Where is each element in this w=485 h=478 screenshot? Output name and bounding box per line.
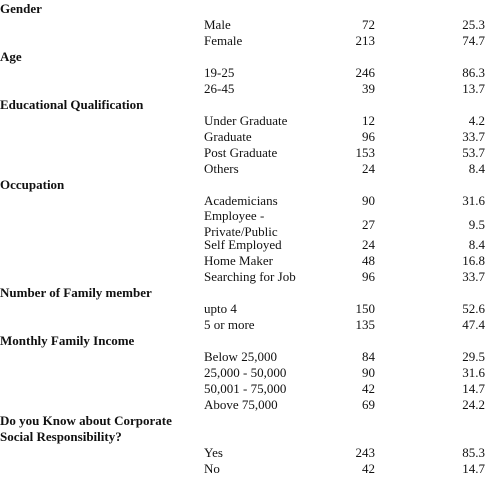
row-percent: 86.3 <box>462 65 485 80</box>
row-percent: 52.6 <box>462 301 485 316</box>
row-count: 84 <box>362 349 375 364</box>
row-label: Self Employed <box>204 237 282 252</box>
row-count: 12 <box>362 113 375 128</box>
row-label: 25,000 - 50,000 <box>204 365 287 380</box>
row-count: 42 <box>362 381 375 396</box>
table-row <box>0 32 485 50</box>
row-label: No <box>204 461 220 476</box>
row-label: Male <box>204 17 231 32</box>
row-label: 50,001 - 75,000 <box>204 381 287 396</box>
row-count: 243 <box>355 445 375 460</box>
row-percent: 31.6 <box>462 193 485 208</box>
row-percent: 74.7 <box>462 33 485 48</box>
row-count: 72 <box>362 17 375 32</box>
section-heading-monthly-income: Monthly Family Income <box>0 333 135 348</box>
row-count: 96 <box>362 129 375 144</box>
row-label: Academicians <box>204 193 278 208</box>
row-count: 69 <box>362 397 375 412</box>
row-count: 24 <box>362 237 375 252</box>
row-label: Female <box>204 33 243 48</box>
row-count: 96 <box>362 269 375 284</box>
row-percent: 14.7 <box>462 461 485 476</box>
row-percent: 85.3 <box>462 445 485 460</box>
row-percent: 8.4 <box>468 161 485 176</box>
row-percent: 8.4 <box>468 237 485 252</box>
row-label: Below 25,000 <box>204 349 277 364</box>
section-heading-occupation: Occupation <box>0 177 65 192</box>
row-percent: 4.2 <box>468 113 485 128</box>
row-percent: 16.8 <box>462 253 485 268</box>
row-label: Above 75,000 <box>204 397 278 412</box>
row-percent: 13.7 <box>462 81 485 96</box>
row-count: 90 <box>362 193 375 208</box>
row-percent: 24.2 <box>462 397 485 412</box>
section-heading-age: Age <box>0 49 22 64</box>
row-count: 48 <box>362 253 375 268</box>
row-count: 90 <box>362 365 375 380</box>
row-count: 27 <box>362 217 375 232</box>
row-label-line2: Private/Public <box>204 224 278 239</box>
row-label: upto 4 <box>204 301 237 316</box>
row-count: 135 <box>355 317 375 332</box>
section-heading-education: Educational Qualification <box>0 97 144 112</box>
table-row <box>0 160 485 178</box>
row-percent: 31.6 <box>462 365 485 380</box>
row-count: 213 <box>355 33 375 48</box>
row-label: Yes <box>204 445 223 460</box>
row-label: Post Graduate <box>204 145 278 160</box>
section-heading-gender: Gender <box>0 1 42 16</box>
row-label: Under Graduate <box>204 113 288 128</box>
row-label: 26-45 <box>204 81 235 96</box>
row-count: 153 <box>355 145 375 160</box>
row-percent: 29.5 <box>462 349 485 364</box>
row-count: 39 <box>362 81 375 96</box>
row-label: Home Maker <box>204 253 273 268</box>
row-label: 19-25 <box>204 65 235 80</box>
row-label: 5 or more <box>204 317 255 332</box>
row-percent: 14.7 <box>462 381 485 396</box>
row-percent: 47.4 <box>462 317 485 332</box>
row-count: 24 <box>362 161 375 176</box>
table-row <box>0 460 485 478</box>
section-heading-csr-line2: Social Responsibility? <box>0 429 122 444</box>
row-count: 246 <box>355 65 375 80</box>
row-percent: 33.7 <box>462 269 485 284</box>
row-count: 150 <box>355 301 375 316</box>
row-percent: 25.3 <box>462 17 485 32</box>
section-heading-csr-line1: Do you Know about Corporate <box>0 413 172 428</box>
row-count: 42 <box>362 461 375 476</box>
row-label: Searching for Job <box>204 269 296 284</box>
section-heading-family-members: Number of Family member <box>0 285 152 300</box>
row-label: Graduate <box>204 129 252 144</box>
row-percent: 9.5 <box>468 217 485 232</box>
row-label-line1: Employee - <box>204 208 265 223</box>
row-label: Others <box>204 161 239 176</box>
row-percent: 53.7 <box>462 145 485 160</box>
row-percent: 33.7 <box>462 129 485 144</box>
